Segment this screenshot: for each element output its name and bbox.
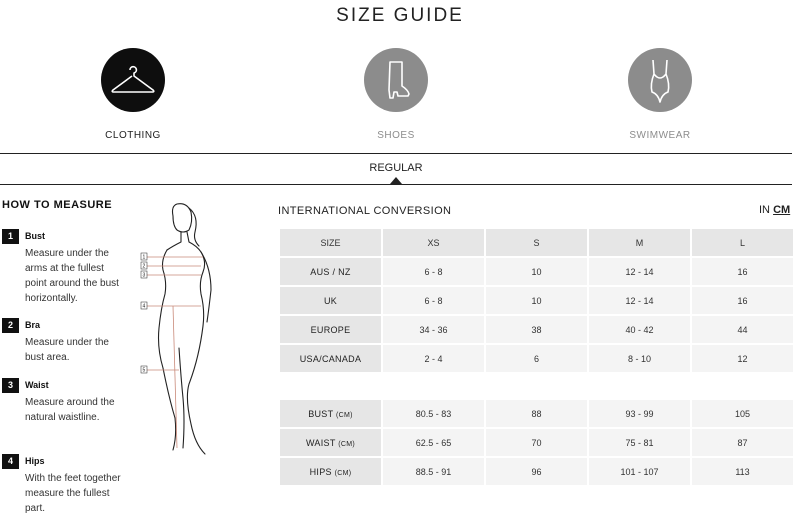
category-shoes[interactable] (341, 48, 451, 141)
category-swimwear[interactable] (605, 48, 715, 141)
header-cell: XS (383, 229, 484, 256)
how-to-measure-title: HOW TO MEASURE (2, 199, 113, 211)
row-label: WAIST (CM) (280, 429, 381, 456)
header-cell: S (486, 229, 587, 256)
header-cell: SIZE (280, 229, 381, 256)
table-cell: 40 - 42 (589, 316, 690, 343)
header-cell: L (692, 229, 793, 256)
step-name: Bust (25, 231, 45, 241)
header-cell: M (589, 229, 690, 256)
figure-marker: 3 (142, 272, 146, 279)
boot-icon (364, 48, 428, 112)
table-cell: 113 (692, 458, 793, 485)
unit-prefix: IN (759, 204, 770, 216)
figure-marker: 1 (142, 254, 146, 261)
table-header-row (280, 229, 793, 256)
table-cell: 10 (486, 287, 587, 314)
table-row (280, 400, 793, 427)
table-cell: 93 - 99 (589, 400, 690, 427)
divider (0, 153, 792, 154)
unit-cm-link[interactable]: CM (773, 204, 791, 216)
table-cell: 87 (692, 429, 793, 456)
step-name: Hips (25, 456, 45, 466)
figure-marker: 5 (142, 367, 146, 374)
divider (0, 184, 792, 185)
table-cell: 88 (486, 400, 587, 427)
table-row (280, 287, 793, 314)
table-row (280, 429, 793, 456)
step-name: Bra (25, 320, 41, 330)
step-number: 1 (2, 229, 19, 244)
table-cell: 62.5 - 65 (383, 429, 484, 456)
step-name: Waist (25, 380, 49, 390)
row-label: EUROPE (280, 316, 381, 343)
body-figure-illustration (133, 198, 233, 463)
category-clothing[interactable] (78, 48, 188, 141)
table-cell: 75 - 81 (589, 429, 690, 456)
unit-toggle[interactable] (759, 204, 790, 216)
category-label: SHOES (377, 130, 415, 141)
step-number: 3 (2, 378, 19, 393)
table-cell: 12 - 14 (589, 258, 690, 285)
figure-marker: 4 (142, 303, 146, 310)
hanger-icon (101, 48, 165, 112)
row-label: BUST (CM) (280, 400, 381, 427)
swimsuit-icon (628, 48, 692, 112)
tab-indicator-icon (390, 177, 402, 184)
table-row (280, 458, 793, 485)
row-label: AUS / NZ (280, 258, 381, 285)
row-label: HIPS (CM) (280, 458, 381, 485)
table-cell: 88.5 - 91 (383, 458, 484, 485)
table-cell: 44 (692, 316, 793, 343)
table-cell: 16 (692, 258, 793, 285)
table-cell: 10 (486, 258, 587, 285)
table-cell: 6 - 8 (383, 287, 484, 314)
table-cell: 6 - 8 (383, 258, 484, 285)
step-description: With the feet together measure the fullest part. (25, 473, 121, 514)
step-description: Measure under the bust area. (25, 337, 109, 363)
table-cell: 8 - 10 (589, 345, 690, 372)
table-cell: 96 (486, 458, 587, 485)
row-label: USA/CANADA (280, 345, 381, 372)
table-cell: 80.5 - 83 (383, 400, 484, 427)
table-cell: 34 - 36 (383, 316, 484, 343)
category-label: CLOTHING (105, 130, 161, 141)
table-cell: 2 - 4 (383, 345, 484, 372)
tab-regular[interactable]: REGULAR (369, 162, 423, 174)
table-row (280, 258, 793, 285)
table-cell: 12 (692, 345, 793, 372)
step-description: Measure around the natural waistline. (25, 397, 115, 423)
step-number: 4 (2, 454, 19, 469)
table-row (280, 316, 793, 343)
figure-marker: 2 (142, 263, 146, 270)
table-cell: 105 (692, 400, 793, 427)
step-description: Measure under the arms at the fullest point around the bust horizontally. (25, 248, 119, 304)
table-cell: 101 - 107 (589, 458, 690, 485)
step-number: 2 (2, 318, 19, 333)
row-label: UK (280, 287, 381, 314)
table-cell: 38 (486, 316, 587, 343)
table-cell: 70 (486, 429, 587, 456)
table-cell: 12 - 14 (589, 287, 690, 314)
table-cell: 16 (692, 287, 793, 314)
category-label: SWIMWEAR (629, 130, 691, 141)
measurements-table (278, 398, 795, 487)
conversion-table (278, 227, 795, 374)
conversion-title: INTERNATIONAL CONVERSION (278, 205, 452, 217)
table-cell: 6 (486, 345, 587, 372)
table-row (280, 345, 793, 372)
page-title: SIZE GUIDE (336, 5, 464, 26)
